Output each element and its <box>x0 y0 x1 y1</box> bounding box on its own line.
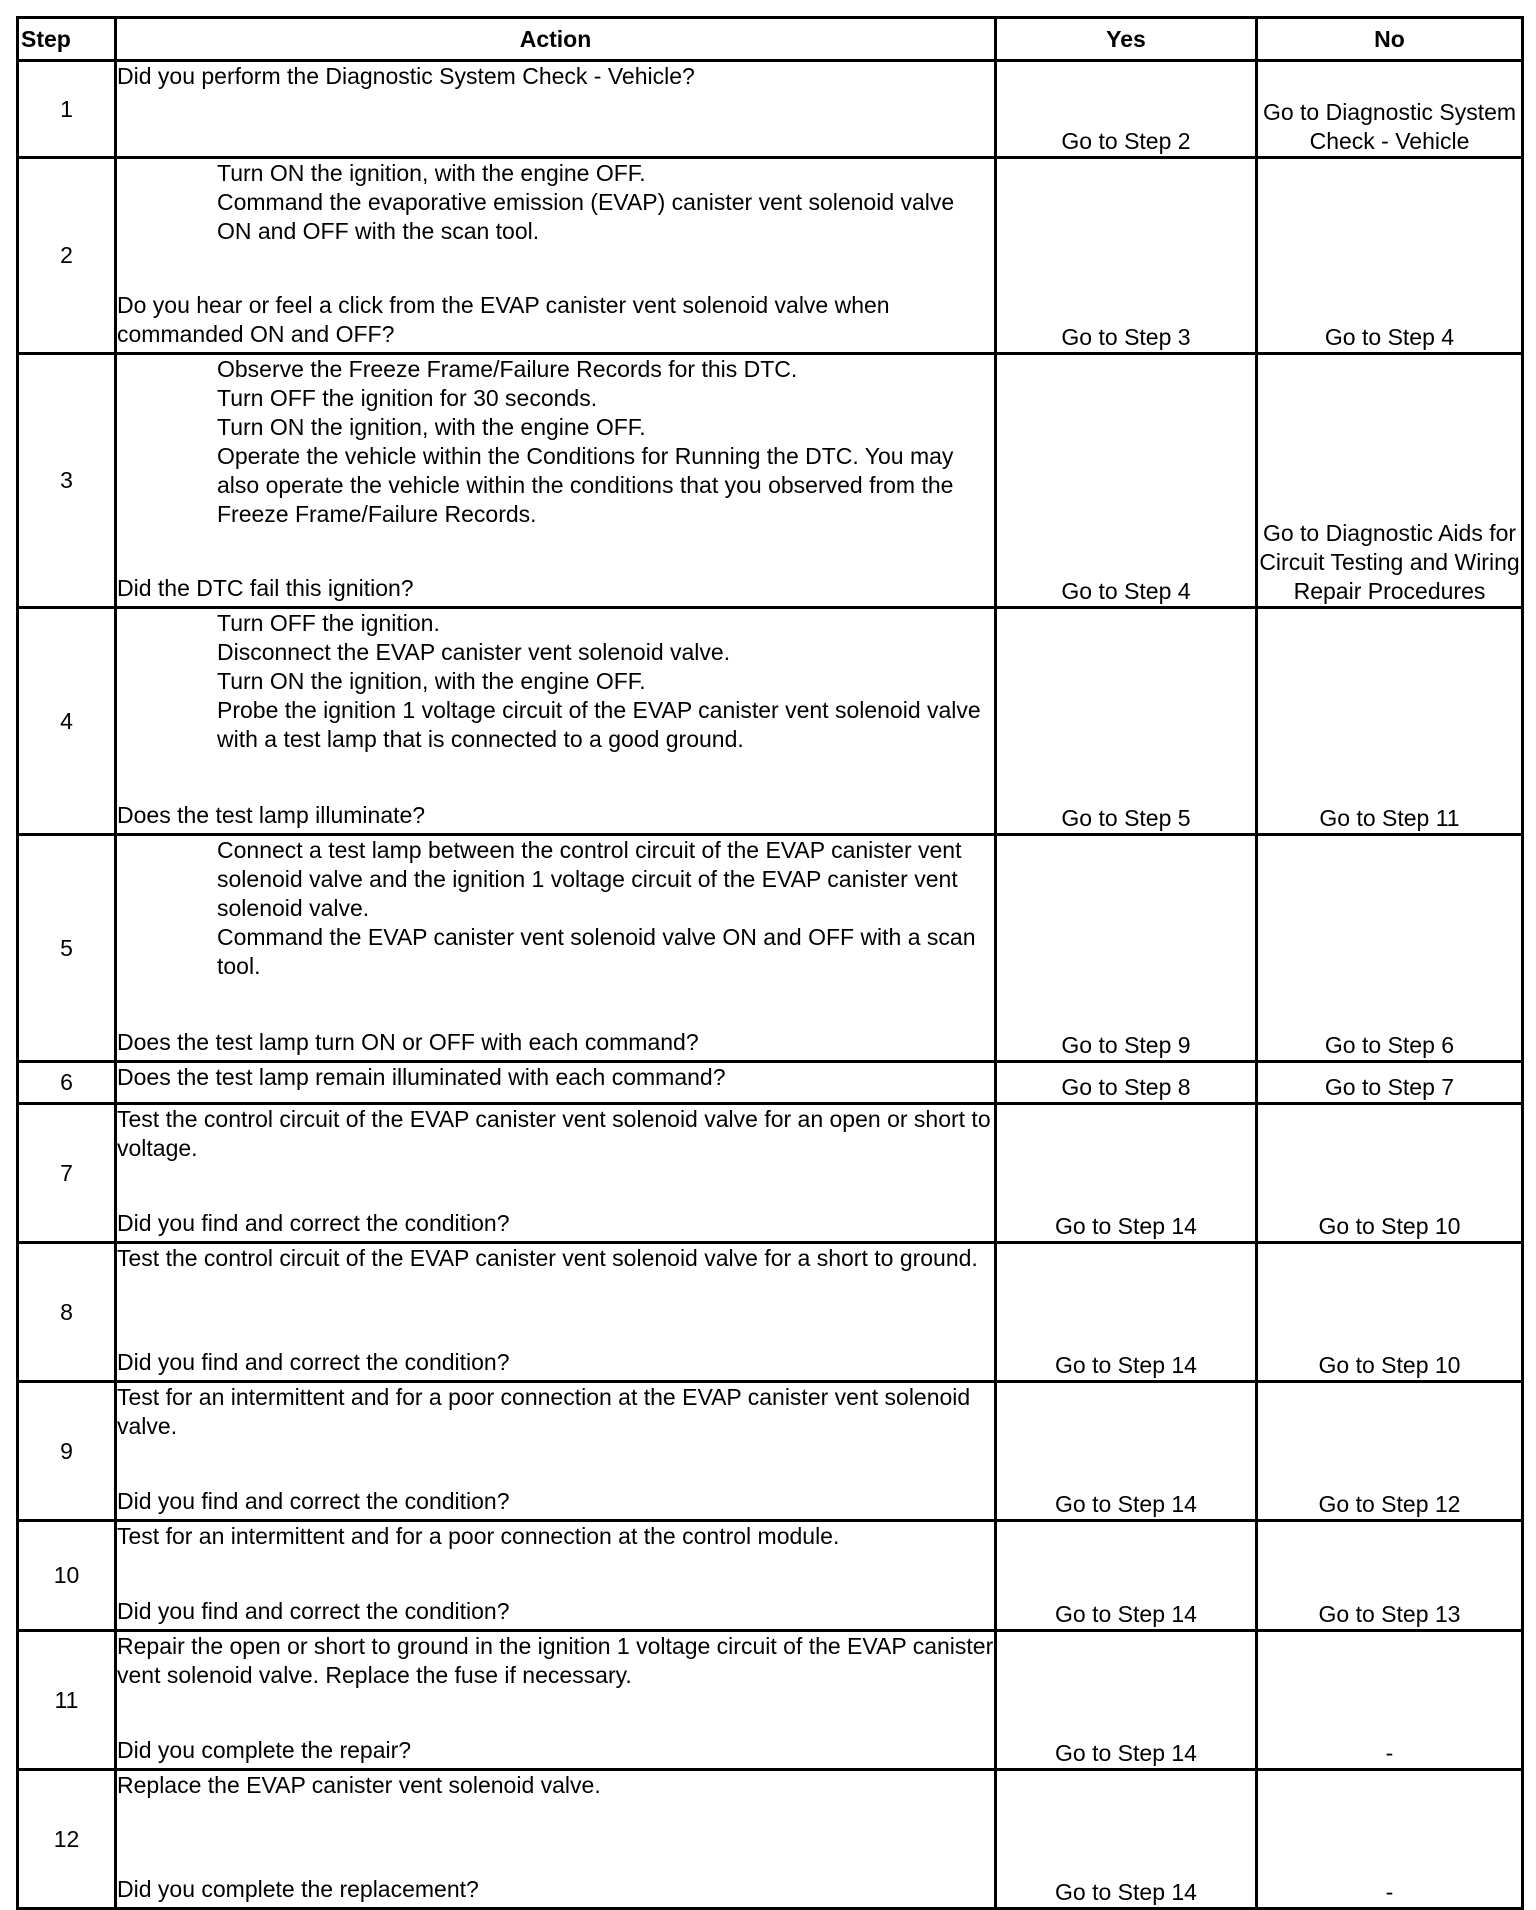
header-step: Step <box>18 18 116 61</box>
table-row <box>18 1631 1523 1770</box>
table-row <box>18 1104 1523 1243</box>
step-number: 3 <box>18 354 116 608</box>
action-text: Repair the open or short to ground in the ignition 1 voltage circuit of the EVAP canister vent solenoid valve. Replace the fuse if necessary. <box>117 1633 994 1688</box>
step-number: 9 <box>18 1382 116 1521</box>
question-text: Do you hear or feel a click from the EVAP canister vent solenoid valve when commanded ON and OFF? <box>117 292 890 347</box>
diagnostic-table-sheet <box>16 16 1521 1910</box>
question-text: Does the test lamp turn ON or OFF with each command? <box>117 1029 699 1055</box>
substep-item: Turn OFF the ignition. <box>217 610 440 636</box>
no-result: Go to Step 4 <box>1257 158 1523 354</box>
substep-item: Connect a test lamp between the control circuit of the EVAP canister vent solenoid valve and the ignition 1 voltage circuit of the EVAP canister vent solenoid valve. <box>217 837 962 921</box>
yes-result: Go to Step 14 <box>996 1521 1257 1631</box>
action-cell <box>116 1104 996 1243</box>
step-number: 1 <box>18 61 116 158</box>
substep-list <box>117 609 994 754</box>
substep-item: Turn ON the ignition, with the engine OFF. <box>217 414 646 440</box>
question-text: Does the test lamp illuminate? <box>117 802 426 828</box>
question-text: Did you find and correct the condition? <box>117 1488 510 1514</box>
no-result: Go to Step 6 <box>1257 835 1523 1062</box>
yes-result: Go to Step 8 <box>996 1062 1257 1104</box>
yes-result: Go to Step 2 <box>996 61 1257 158</box>
no-result: Go to Diagnostic System Check - Vehicle <box>1257 61 1523 158</box>
yes-result: Go to Step 9 <box>996 835 1257 1062</box>
yes-result: Go to Step 14 <box>996 1243 1257 1382</box>
substep-item: Turn OFF the ignition for 30 seconds. <box>217 385 598 411</box>
action-cell <box>116 835 996 1062</box>
substep-item: Turn ON the ignition, with the engine OFF. <box>217 160 646 186</box>
step-number: 8 <box>18 1243 116 1382</box>
substep-item: Operate the vehicle within the Conditions for Running the DTC. You may also operate the vehicle within the conditions that you observed from the Freeze Frame/Failure Records. <box>217 443 954 527</box>
action-text: Does the test lamp remain illuminated with each command? <box>117 1064 726 1090</box>
action-cell <box>116 1521 996 1631</box>
question-text: Did you complete the repair? <box>117 1737 412 1763</box>
action-cell <box>116 608 996 835</box>
table-row <box>18 1062 1523 1104</box>
step-number: 12 <box>18 1770 116 1909</box>
action-cell <box>116 158 996 354</box>
no-result: - <box>1257 1631 1523 1770</box>
no-result: Go to Step 12 <box>1257 1382 1523 1521</box>
question-text: Did you find and correct the condition? <box>117 1598 510 1624</box>
step-number: 11 <box>18 1631 116 1770</box>
action-text: Test the control circuit of the EVAP canister vent solenoid valve for an open or short to voltage. <box>117 1106 991 1161</box>
action-cell <box>116 1631 996 1770</box>
table-row <box>18 1521 1523 1631</box>
header-yes: Yes <box>996 18 1257 61</box>
action-cell <box>116 1243 996 1382</box>
yes-result: Go to Step 5 <box>996 608 1257 835</box>
table-row <box>18 835 1523 1062</box>
step-number: 4 <box>18 608 116 835</box>
yes-result: Go to Step 3 <box>996 158 1257 354</box>
question-text: Did you find and correct the condition? <box>117 1210 510 1236</box>
yes-result: Go to Step 4 <box>996 354 1257 608</box>
table-row <box>18 608 1523 835</box>
action-cell <box>116 1770 996 1909</box>
no-result: Go to Step 10 <box>1257 1104 1523 1243</box>
substep-item: Turn ON the ignition, with the engine OFF. <box>217 668 646 694</box>
substep-list <box>117 159 994 246</box>
table-row <box>18 354 1523 608</box>
substep-list <box>117 836 994 981</box>
question-text: Did you find and correct the condition? <box>117 1349 510 1375</box>
question-text: Did the DTC fail this ignition? <box>117 575 414 601</box>
action-cell <box>116 61 996 158</box>
table-body <box>18 61 1523 1909</box>
no-result: Go to Step 11 <box>1257 608 1523 835</box>
action-text: Did you perform the Diagnostic System Check - Vehicle? <box>117 63 695 89</box>
no-result: Go to Step 13 <box>1257 1521 1523 1631</box>
yes-result: Go to Step 14 <box>996 1104 1257 1243</box>
substep-list <box>117 355 994 529</box>
action-cell <box>116 1062 996 1104</box>
table-row <box>18 1382 1523 1521</box>
diagnostic-table <box>16 16 1524 1910</box>
no-result: - <box>1257 1770 1523 1909</box>
yes-result: Go to Step 14 <box>996 1382 1257 1521</box>
action-text: Test the control circuit of the EVAP canister vent solenoid valve for a short to ground. <box>117 1245 978 1271</box>
action-cell <box>116 354 996 608</box>
step-number: 2 <box>18 158 116 354</box>
table-row <box>18 1243 1523 1382</box>
no-result: Go to Step 7 <box>1257 1062 1523 1104</box>
action-text: Test for an intermittent and for a poor connection at the EVAP canister vent solenoid valve. <box>117 1384 971 1439</box>
header-action: Action <box>116 18 996 61</box>
table-row <box>18 61 1523 158</box>
action-text: Replace the EVAP canister vent solenoid valve. <box>117 1772 601 1798</box>
yes-result: Go to Step 14 <box>996 1631 1257 1770</box>
header-row <box>18 18 1523 61</box>
table-row <box>18 1770 1523 1909</box>
no-result: Go to Step 10 <box>1257 1243 1523 1382</box>
action-text: Test for an intermittent and for a poor connection at the control module. <box>117 1523 840 1549</box>
question-text: Did you complete the replacement? <box>117 1876 479 1902</box>
yes-result: Go to Step 14 <box>996 1770 1257 1909</box>
header-no: No <box>1257 18 1523 61</box>
step-number: 6 <box>18 1062 116 1104</box>
step-number: 7 <box>18 1104 116 1243</box>
action-cell <box>116 1382 996 1521</box>
substep-item: Disconnect the EVAP canister vent solenoid valve. <box>217 639 731 665</box>
table-row <box>18 158 1523 354</box>
substep-item: Command the EVAP canister vent solenoid valve ON and OFF with a scan tool. <box>217 924 976 979</box>
substep-item: Observe the Freeze Frame/Failure Records for this DTC. <box>217 356 798 382</box>
step-number: 10 <box>18 1521 116 1631</box>
substep-item: Command the evaporative emission (EVAP) canister vent solenoid valve ON and OFF with the scan tool. <box>217 189 955 244</box>
no-result: Go to Diagnostic Aids for Circuit Testing and Wiring Repair Procedures <box>1257 354 1523 608</box>
substep-item: Probe the ignition 1 voltage circuit of the EVAP canister vent solenoid valve with a test lamp that is connected to a good ground. <box>217 697 981 752</box>
step-number: 5 <box>18 835 116 1062</box>
